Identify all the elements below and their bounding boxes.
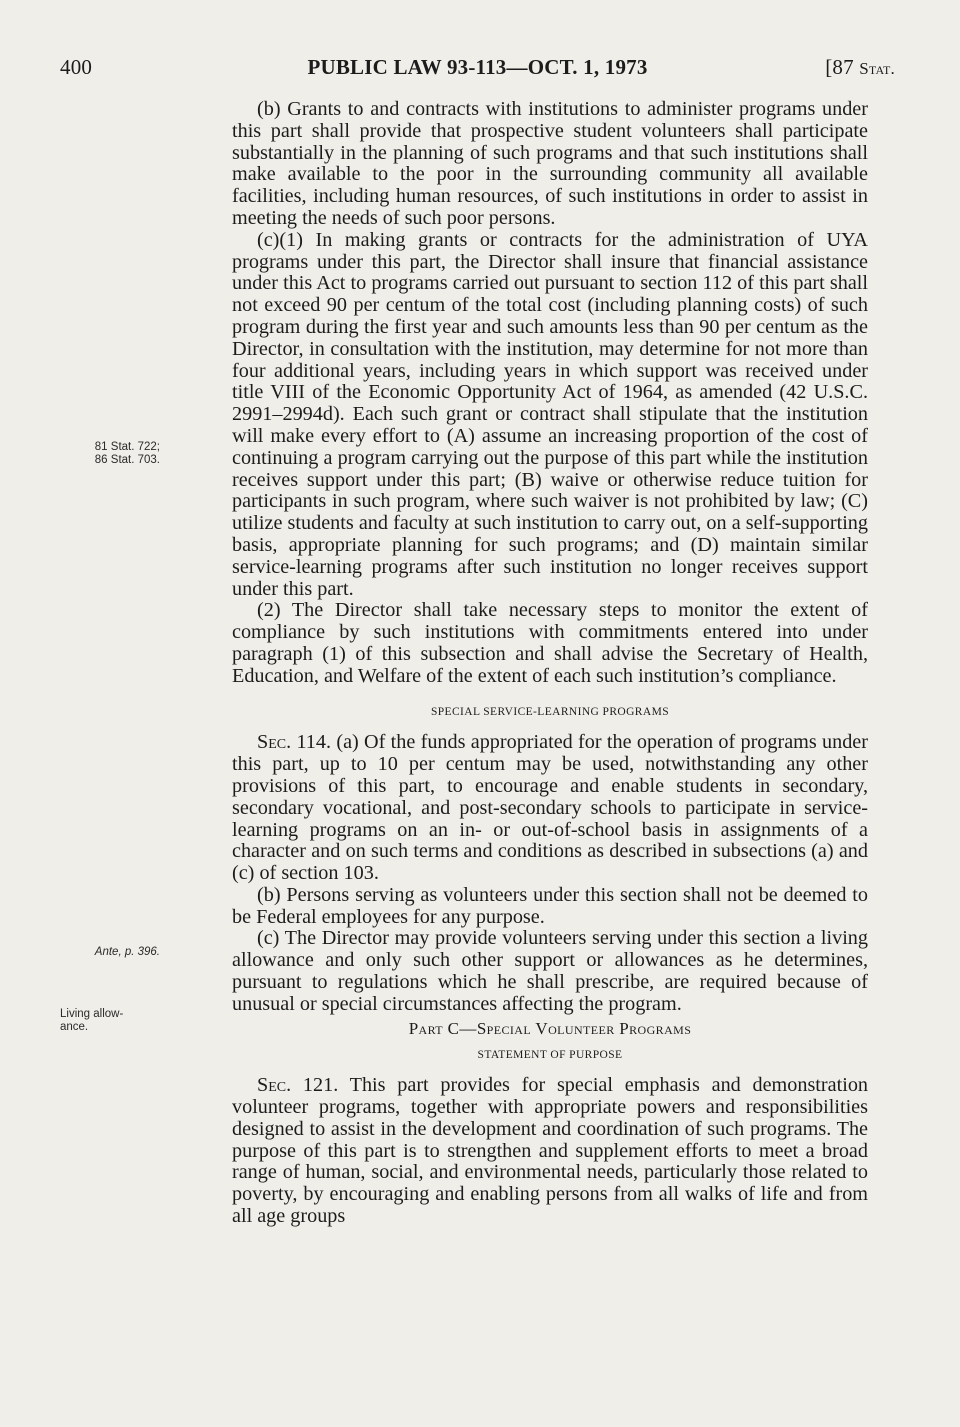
statute-reference: [825, 55, 895, 80]
margin-note-line: 86 Stat. 703.: [94, 454, 160, 466]
section-heading-special-service-learning: SPECIAL SERVICE-LEARNING PROGRAMS: [430, 705, 670, 718]
section-text: This part provides for special emphasis and demonstration volunteer programs, together with appropriate powers and responsibilities designed to assist in the development and coordination of such programs. The purpose of this part is to strengthen and supplement efforts to meet a broad range of human, social, and environmental needs, particularly those related to poverty, by encouraging and enabling persons from all walks of life and from all age groups: [232, 1074, 869, 1228]
paragraph-sec114-b: (b) Persons serving as volunteers under this section shall not be deemed to be Federal employees for any purpose.: [232, 883, 868, 928]
statute-word: Stat.: [859, 59, 895, 78]
section-text: (a) Of the funds appropriated for the operation of programs under this part, up to 10 per centum may be used, notwithstanding any other provisions of this part, to encourage and enable students in secondary, secondary vocational, and post-secondary schools to participate in service-learning programs on an in- or out-of-school basis in assignments of a character and on such terms and conditions as described in subsections (a) and (c) of section 103.: [232, 731, 868, 885]
page-number: 400: [60, 55, 93, 79]
paragraph-b: (b) Grants to and contracts with institutions to administer programs under this part shall provide that prospective student volunteers shall participate substantially in the planning of such programs and that such institutions shall make available to the poor in the surrounding community all available facilities, including human resources, of such institutions in order to assist in meeting the needs of such poor persons.: [232, 98, 868, 229]
page-header: [60, 55, 895, 85]
margin-note-line: Living allow-: [60, 1008, 124, 1020]
section-label: Sec. 114.: [257, 731, 332, 754]
document-body: [232, 99, 868, 1228]
paragraph-sec114-a: [232, 732, 868, 885]
section-heading-statement-of-purpose: STATEMENT OF PURPOSE: [477, 1049, 623, 1062]
paragraph-c2: (2) The Director shall take necessary steps to monitor the extent of compliance by such institutions with commitments entered into under paragraph (1) of this subsection and shall advise the Secretary of Health, Education, and Welfare of the extent of each such institution’s compliance.: [232, 599, 868, 687]
margin-note-living-allowance: [60, 1008, 160, 1034]
margin-note-stat-citation: [68, 441, 160, 467]
part-heading: Part C—Special Volunteer Programs: [408, 1018, 692, 1038]
margin-note-ante: Ante, p. 396.: [94, 946, 160, 958]
paragraph-sec114-c: (c) The Director may provide volunteers serving under this section a living allowance and only such other support or allowances as he determines, pursuant to regulations which he shall prescribe, are required because of unusual or special circumstances affecting the program.: [232, 927, 868, 1015]
margin-note-line: ance.: [60, 1021, 89, 1033]
paragraph-c1: (c)(1) In making grants or contracts for the administration of UYA programs under this part, the Director shall insure that financial assistance under this Act to programs carried out pursuant to section 112 of this part shall not exceed 90 per centum of the total cost (including planning costs) of such program during the first year and such amounts less than 90 per centum as the Director, in consultation with the institution, may determine for not more than four additional years, including years in which support was received under title VIII of the Economic Opportunity Act of 1964, as amended (42 U.S.C. 2991–2994d). Each such grant or contract shall stipulate that the institution will make every effort to (A) assume an increasing proportion of the cost of continuing a program carrying out the purpose of this part while the institution receives support under this part; (B) waive or otherwise reduce tuition for participants in such program, where such waiver is not prohibited by law; (C) utilize students and faculty at such institution to carry out, on a self-supporting basis, appropriate planning for such programs; and (D) maintain similar service-learning programs after such institution no longer receives support under this part.: [232, 228, 868, 600]
running-title: PUBLIC LAW 93-113—OCT. 1, 1973: [307, 55, 648, 79]
section-label: Sec. 121.: [257, 1074, 339, 1097]
margin-note-line: 81 Stat. 722;: [94, 441, 160, 453]
statute-volume: [87: [825, 55, 860, 79]
paragraph-sec121: [232, 1075, 868, 1228]
